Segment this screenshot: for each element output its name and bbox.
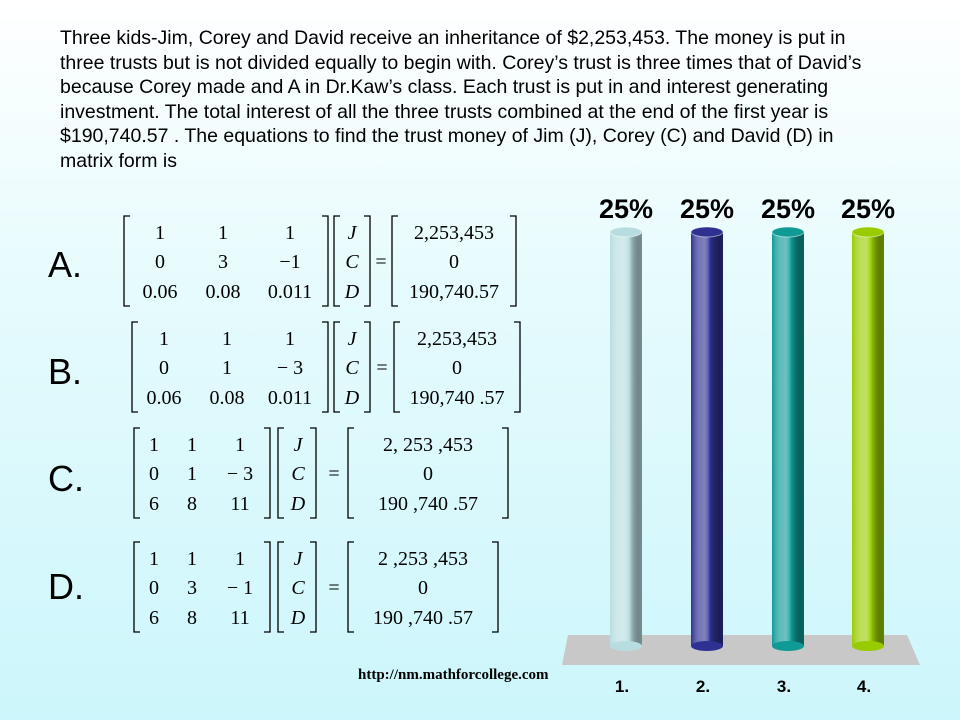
option-c-equation[interactable]: [132, 426, 532, 521]
bar-shading: [691, 232, 723, 646]
matrix-cell: 0.08: [209, 387, 245, 409]
matrix-cell: 0.06: [142, 281, 178, 303]
bar-base: [852, 641, 884, 651]
bar-shading: [852, 232, 884, 646]
matrix-cell: 0: [149, 577, 159, 599]
matrix-cell: 0.011: [267, 387, 313, 409]
category-label: 4.: [856, 677, 872, 696]
matrix-cell: − 3: [276, 357, 304, 379]
matrix-cell: 3: [187, 577, 197, 599]
bar-top: [852, 227, 884, 237]
option-a-label[interactable]: A.: [48, 244, 83, 285]
matrix-cell: 1: [222, 357, 232, 379]
matrix-cell: 1: [149, 434, 159, 456]
equals-sign: =: [328, 463, 340, 485]
matrix-cell: 1: [187, 434, 197, 456]
rhs-cell: 190 ,740 .57: [378, 493, 478, 515]
bar-value-label: 25%: [840, 194, 896, 224]
matrix-cell: 1: [285, 328, 295, 350]
bar-top: [610, 227, 642, 237]
equals-sign: =: [328, 577, 340, 599]
variable-cell: C: [291, 577, 305, 599]
rhs-cell: 190 ,740 .57: [373, 607, 473, 629]
variable-cell: J: [347, 328, 357, 350]
option-d-equation[interactable]: [132, 540, 532, 635]
variable-cell: C: [345, 251, 359, 273]
site-url[interactable]: http://nm.mathforcollege.com: [358, 667, 549, 683]
variable-cell: D: [290, 607, 306, 629]
matrix-cell: 1: [222, 328, 232, 350]
variable-cell: C: [345, 357, 359, 379]
bar-value-label: 25%: [679, 194, 735, 224]
matrix-cell: 1: [187, 463, 197, 485]
bar-base: [610, 641, 642, 651]
variable-cell: J: [293, 434, 303, 456]
equals-sign: =: [376, 357, 388, 379]
rhs-cell: 190,740.57: [409, 281, 499, 303]
bar-shading: [610, 232, 642, 646]
variable-cell: D: [344, 387, 360, 409]
matrix-cell: − 1: [226, 577, 254, 599]
matrix-cell: 1: [235, 434, 245, 456]
matrix-cell: 0: [155, 251, 165, 273]
matrix-cell: 1: [235, 548, 245, 570]
question-text: Three kids-Jim, Corey and David receive an inheritance of $2,253,453. The money is put in three trusts but is not divided equally to begin with. Corey’s trust is three times that of David’s because Corey made and A in Dr.Kaw’s class. Each trust is put in and interest generating investment. The total interest of all the three trusts combined at the end of the first year is $190,740.57 . The equations to find the trust money of Jim (J), Corey (C) and David (D) in matrix form is: [60, 27, 862, 172]
rhs-cell: 0: [423, 463, 433, 485]
matrix-cell: 0.06: [146, 387, 182, 409]
rhs-cell: 0: [452, 357, 462, 379]
rhs-cell: 2, 253 ,453: [383, 434, 473, 456]
option-c-label[interactable]: C.: [48, 458, 84, 499]
matrix-cell: 11: [230, 607, 250, 629]
matrix-cell: 8: [187, 607, 197, 629]
matrix-cell: 6: [149, 493, 159, 515]
equals-sign: =: [375, 251, 387, 273]
bar-shading: [772, 232, 804, 646]
bar-value-label: 25%: [598, 194, 654, 224]
matrix-cell: 1: [187, 548, 197, 570]
matrix-cell: 0: [159, 357, 169, 379]
matrix-cell: 8: [187, 493, 197, 515]
matrix-cell: 1: [159, 328, 169, 350]
matrix-cell: 0: [149, 463, 159, 485]
category-label: 1.: [614, 677, 630, 696]
category-label: 3.: [776, 677, 792, 696]
matrix-cell: 1: [149, 548, 159, 570]
matrix-cell: 0.08: [205, 281, 241, 303]
bar-top: [772, 227, 804, 237]
bar-top: [691, 227, 723, 237]
rhs-cell: 0: [449, 251, 459, 273]
variable-cell: J: [293, 548, 303, 570]
matrix-cell: 1: [218, 222, 228, 244]
variable-cell: J: [347, 222, 357, 244]
response-bar-chart: [560, 190, 930, 705]
rhs-cell: 2,253,453: [414, 222, 494, 244]
bar-base: [772, 641, 804, 651]
bar-base: [691, 641, 723, 651]
matrix-cell: 0.011: [267, 281, 313, 303]
matrix-cell: 1: [285, 222, 295, 244]
variable-cell: D: [290, 493, 306, 515]
matrix-cell: 1: [155, 222, 165, 244]
variable-cell: D: [344, 281, 360, 303]
bar-value-label: 25%: [760, 194, 816, 224]
option-d-label[interactable]: D.: [48, 566, 84, 607]
rhs-cell: 2,253,453: [417, 328, 497, 350]
matrix-cell: − 3: [226, 463, 254, 485]
rhs-cell: 190,740 .57: [409, 387, 505, 409]
variable-cell: C: [291, 463, 305, 485]
rhs-cell: 0: [418, 577, 428, 599]
rhs-cell: 2 ,253 ,453: [378, 548, 468, 570]
matrix-cell: −1: [279, 251, 301, 273]
option-b-label[interactable]: B.: [48, 351, 83, 392]
option-b-equation[interactable]: [130, 320, 530, 415]
category-label: 2.: [695, 677, 711, 696]
matrix-cell: 11: [230, 493, 250, 515]
matrix-cell: 6: [149, 607, 159, 629]
matrix-cell: 3: [218, 251, 228, 273]
option-a-equation[interactable]: [122, 214, 522, 309]
